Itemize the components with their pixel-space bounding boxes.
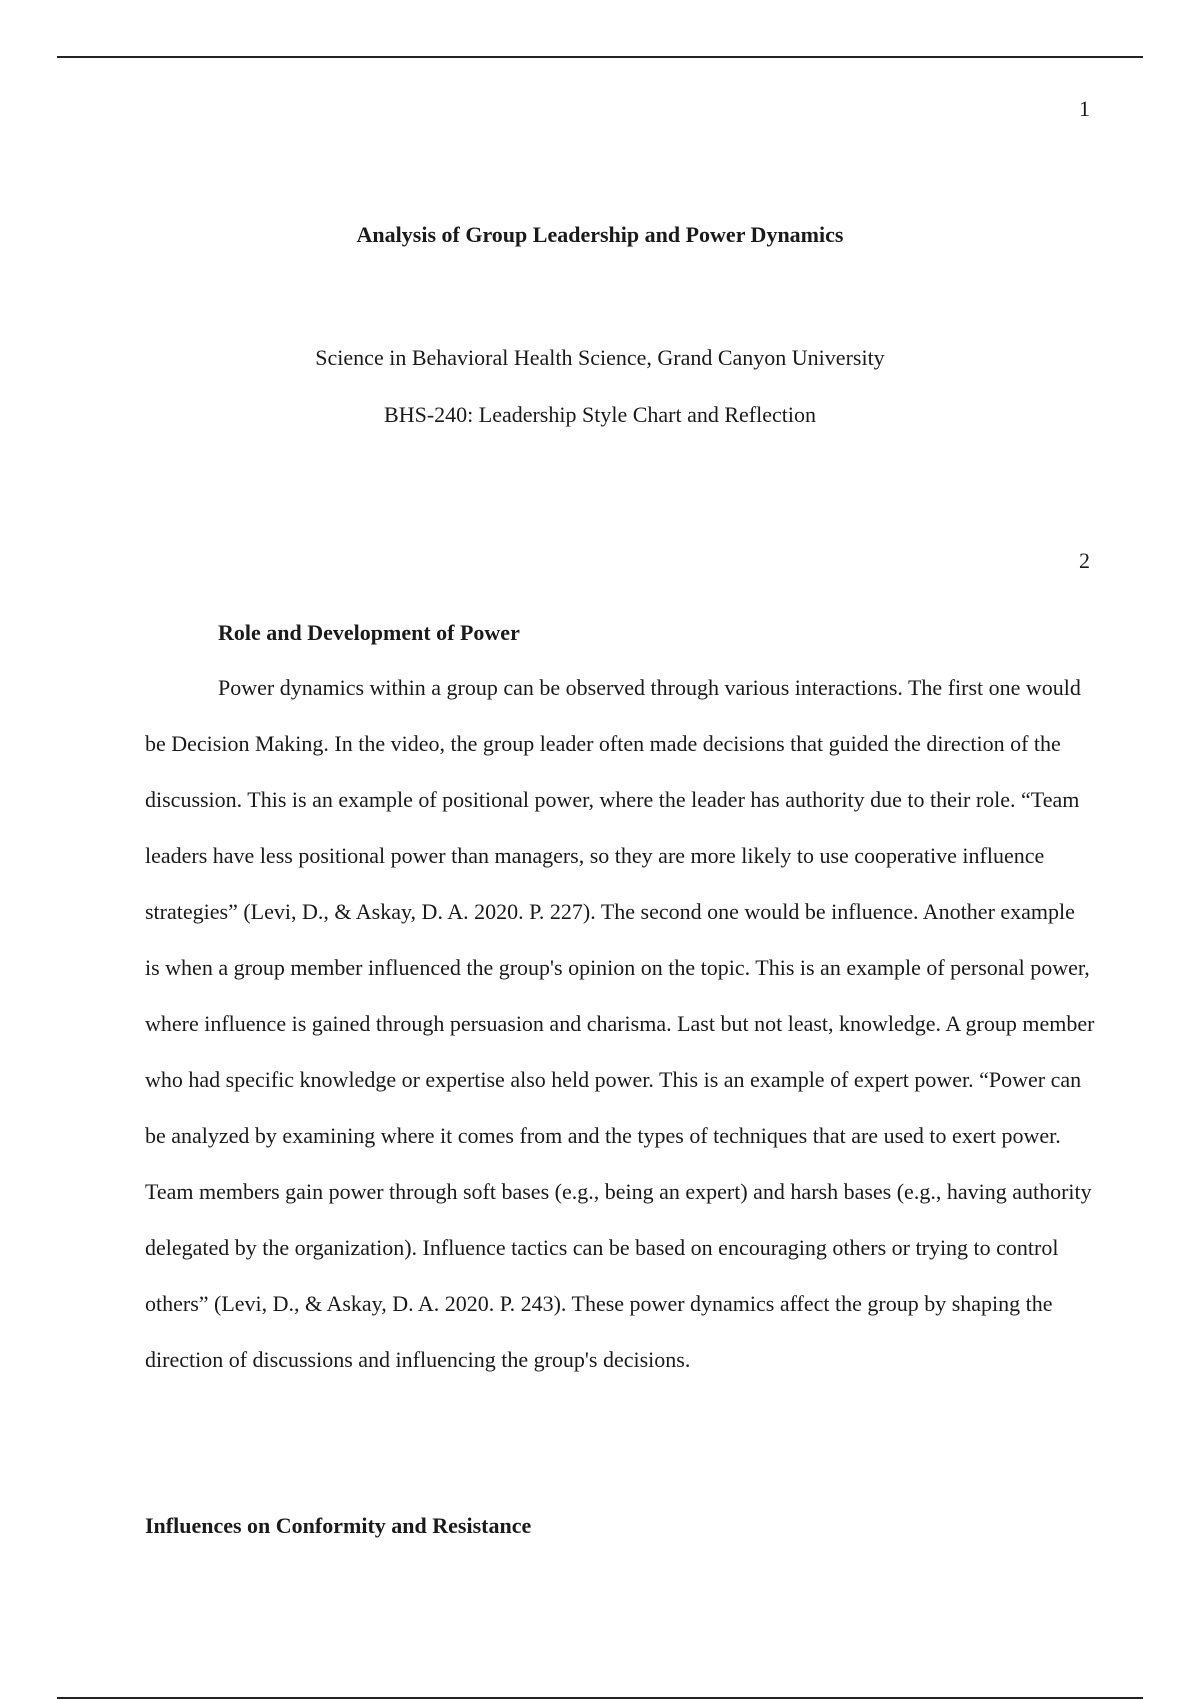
course-line: BHS-240: Leadership Style Chart and Reflection	[384, 402, 816, 427]
page-number-2: 2	[1079, 548, 1090, 573]
section-body-role-power: Power dynamics within a group can be observed through various interactions. The first one would be Decision Making. In the video, the group leader often made decisions that guided the direction of the discussion. This is an example of positional power, where the leader has authority due to their role. “Team leaders have less positional power than managers, so they are more likely to use cooperative influence strategies” (Levi, D., & Askay, D. A. 2020. P. 227). The second one would be influence. Another example is when a group member influenced the group's opinion on the topic. This is an example of personal power, where influence is gained through persuasion and charisma. Last but not least, knowledge. A group member who had specific knowledge or expertise also held power. This is an example of expert power. “Power can be analyzed by examining where it comes from and the types of techniques that are used to exert power. Team members gain power through soft bases (e.g., being an expert) and harsh bases (e.g., having authority delegated by the organization). Influence tactics can be based on encouraging others or trying to control others” (Levi, D., & Askay, D. A. 2020. P. 243). These power dynamics affect the group by shaping the direction of discussions and influencing the group's decisions.	[145, 675, 1095, 1372]
section-heading-conformity: Influences on Conformity and Resistance	[145, 1513, 532, 1538]
page-top-divider	[57, 56, 1143, 58]
program-line: Science in Behavioral Health Science, Grand Canyon University	[315, 345, 885, 370]
page-number-1: 1	[1079, 96, 1090, 121]
document-title: Analysis of Group Leadership and Power Dynamics	[356, 222, 844, 247]
section-heading-role-power: Role and Development of Power	[218, 620, 520, 645]
page-bottom-divider	[57, 1697, 1143, 1699]
